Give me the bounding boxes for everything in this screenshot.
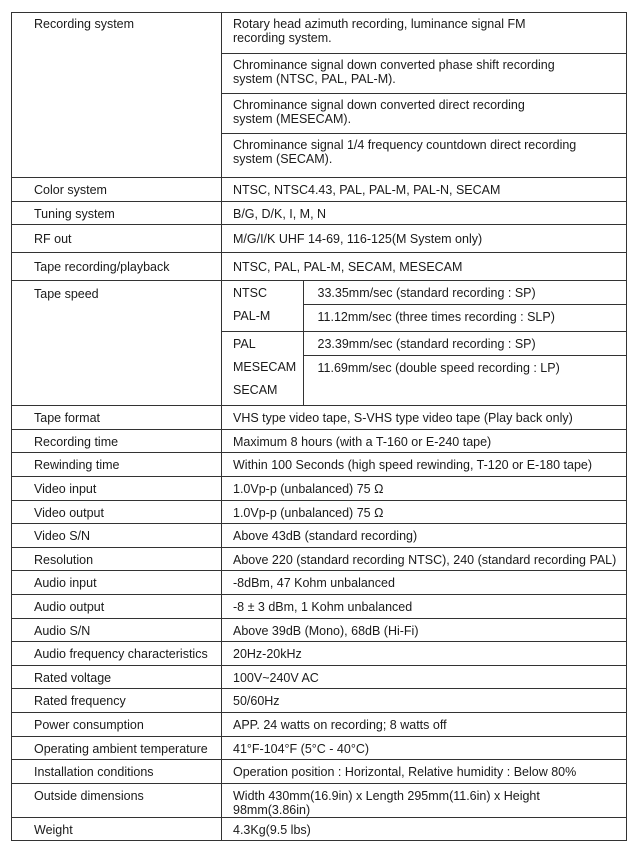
value-line: system (NTSC, PAL, PAL-M). <box>233 71 396 86</box>
spec-row-color-system <box>12 178 627 202</box>
spec-row-rf-out <box>12 225 627 253</box>
spec-label: Recording time <box>12 429 222 453</box>
spec-value: 1.0Vp-p (unbalanced) 75 Ω <box>222 476 627 500</box>
spec-label: Video S/N <box>12 524 222 548</box>
system-name: PAL <box>233 337 256 352</box>
speed-rate: 11.12mm/sec (three times recording : SLP) <box>317 310 555 325</box>
speed-rate: 11.69mm/sec (double speed recording : LP) <box>317 361 560 376</box>
spec-value: Above 220 (standard recording NTSC), 240 (standard recording PAL) <box>222 547 627 571</box>
spec-row-rewinding-time <box>12 453 627 477</box>
tape-speed-subtable <box>222 281 626 405</box>
spec-label: Installation conditions <box>12 760 222 784</box>
system-name: NTSC <box>233 286 268 301</box>
spec-row-tape-speed <box>12 281 627 406</box>
spec-label: RF out <box>12 225 222 253</box>
recording-system-subrow <box>222 133 626 177</box>
spec-row-tuning-system <box>12 201 627 225</box>
spec-value: 20Hz-20kHz <box>222 642 627 666</box>
spec-label: Audio input <box>12 571 222 595</box>
tape-speed-rates <box>303 281 626 332</box>
spec-row-rated-frequency <box>12 689 627 713</box>
spec-row-operating-temperature <box>12 736 627 760</box>
spec-row-weight <box>12 817 627 841</box>
spec-row-outside-dimensions <box>12 783 627 817</box>
speed-rate: 33.35mm/sec (standard recording : SP) <box>304 281 627 305</box>
spec-row-rated-voltage <box>12 665 627 689</box>
spec-value: Within 100 Seconds (high speed rewinding, T-120 or E-180 tape) <box>222 453 627 477</box>
spec-row-recording-time <box>12 429 627 453</box>
spec-label: Outside dimensions <box>12 783 222 817</box>
spec-value: -8dBm, 47 Kohm unbalanced <box>222 571 627 595</box>
spec-row-video-sn <box>12 524 627 548</box>
spec-value: APP. 24 watts on recording; 8 watts off <box>222 712 627 736</box>
spec-row-installation-conditions <box>12 760 627 784</box>
spec-label: Audio frequency characteristics <box>12 642 222 666</box>
spec-value: M/G/I/K UHF 14-69, 116-125(M System only) <box>222 225 627 253</box>
tape-speed-value-group <box>222 281 627 406</box>
spec-label: Power consumption <box>12 712 222 736</box>
speed-rate: 23.39mm/sec (standard recording : SP) <box>304 332 627 356</box>
spec-row-audio-input <box>12 571 627 595</box>
spec-value <box>222 133 626 177</box>
spec-label: Weight <box>12 817 222 841</box>
spec-value: Operation position : Horizontal, Relative humidity : Below 80% <box>222 760 627 784</box>
tape-speed-rates <box>303 332 626 406</box>
spec-value: 41°F-104°F (5°C - 40°C) <box>222 736 627 760</box>
spec-label: Recording system <box>12 13 222 178</box>
spec-label: Audio S/N <box>12 618 222 642</box>
spec-value: Above 39dB (Mono), 68dB (Hi-Fi) <box>222 618 627 642</box>
value-line: system (SECAM). <box>233 151 333 166</box>
spec-label: Rated voltage <box>12 665 222 689</box>
spec-value: 1.0Vp-p (unbalanced) 75 Ω <box>222 500 627 524</box>
spec-value: Maximum 8 hours (with a T-160 or E-240 tape) <box>222 429 627 453</box>
spec-label: Video input <box>12 476 222 500</box>
spec-value <box>222 93 626 133</box>
spec-value: 4.3Kg(9.5 lbs) <box>222 817 627 841</box>
spec-label: Tape format <box>12 406 222 430</box>
spec-value: Width 430mm(16.9in) x Length 295mm(11.6in) x Height 98mm(3.86in) <box>222 783 627 817</box>
spec-value: 50/60Hz <box>222 689 627 713</box>
spec-label: Operating ambient temperature <box>12 736 222 760</box>
value-line: recording system. <box>233 31 332 45</box>
spec-label: Audio output <box>12 594 222 618</box>
recording-system-subrow <box>222 13 626 53</box>
specifications-table <box>11 12 627 841</box>
recording-system-subrow <box>222 93 626 133</box>
spec-value: B/G, D/K, I, M, N <box>222 201 627 225</box>
spec-value-group <box>222 13 627 178</box>
spec-value: -8 ± 3 dBm, 1 Kohm unbalanced <box>222 594 627 618</box>
spec-row-tape-recording-playback <box>12 253 627 281</box>
spec-value: Above 43dB (standard recording) <box>222 524 627 548</box>
spec-value: 100V~240V AC <box>222 665 627 689</box>
spec-row-video-output <box>12 500 627 524</box>
spec-label: Tape speed <box>12 281 222 406</box>
spec-row-resolution <box>12 547 627 571</box>
spec-value: NTSC, NTSC4.43, PAL, PAL-M, PAL-N, SECAM <box>222 178 627 202</box>
value-line: Rotary head azimuth recording, luminance signal FM <box>233 17 526 31</box>
value-line: Chrominance signal 1/4 frequency countdown direct recording <box>233 137 577 152</box>
value-line: Chrominance signal down converted direct recording <box>233 97 525 112</box>
spec-row-power-consumption <box>12 712 627 736</box>
spec-row-audio-sn <box>12 618 627 642</box>
value-line: Chrominance signal down converted phase shift recording <box>233 57 555 72</box>
spec-value: NTSC, PAL, PAL-M, SECAM, MESECAM <box>222 253 627 281</box>
tape-speed-systems <box>222 332 303 406</box>
spec-label: Tuning system <box>12 201 222 225</box>
spec-label: Rated frequency <box>12 689 222 713</box>
spec-label: Color system <box>12 178 222 202</box>
spec-value: VHS type video tape, S-VHS type video tape (Play back only) <box>222 406 627 430</box>
recording-system-subrow <box>222 53 626 93</box>
value-line: system (MESECAM). <box>233 111 352 126</box>
spec-label: Tape recording/playback <box>12 253 222 281</box>
tape-speed-systems <box>222 281 303 332</box>
spec-row-video-input <box>12 476 627 500</box>
spec-row-tape-format <box>12 406 627 430</box>
system-name: MESECAM <box>233 360 297 375</box>
tape-speed-group <box>222 332 626 406</box>
spec-value <box>222 13 626 53</box>
spec-row-audio-frequency <box>12 642 627 666</box>
spec-row-recording-system <box>12 13 627 178</box>
tape-speed-group <box>222 281 626 332</box>
recording-system-subtable <box>222 13 626 177</box>
system-name: SECAM <box>233 383 278 398</box>
spec-label: Resolution <box>12 547 222 571</box>
spec-label: Rewinding time <box>12 453 222 477</box>
spec-label: Video output <box>12 500 222 524</box>
system-name: PAL-M <box>233 309 271 324</box>
spec-row-audio-output <box>12 594 627 618</box>
spec-value <box>222 53 626 93</box>
